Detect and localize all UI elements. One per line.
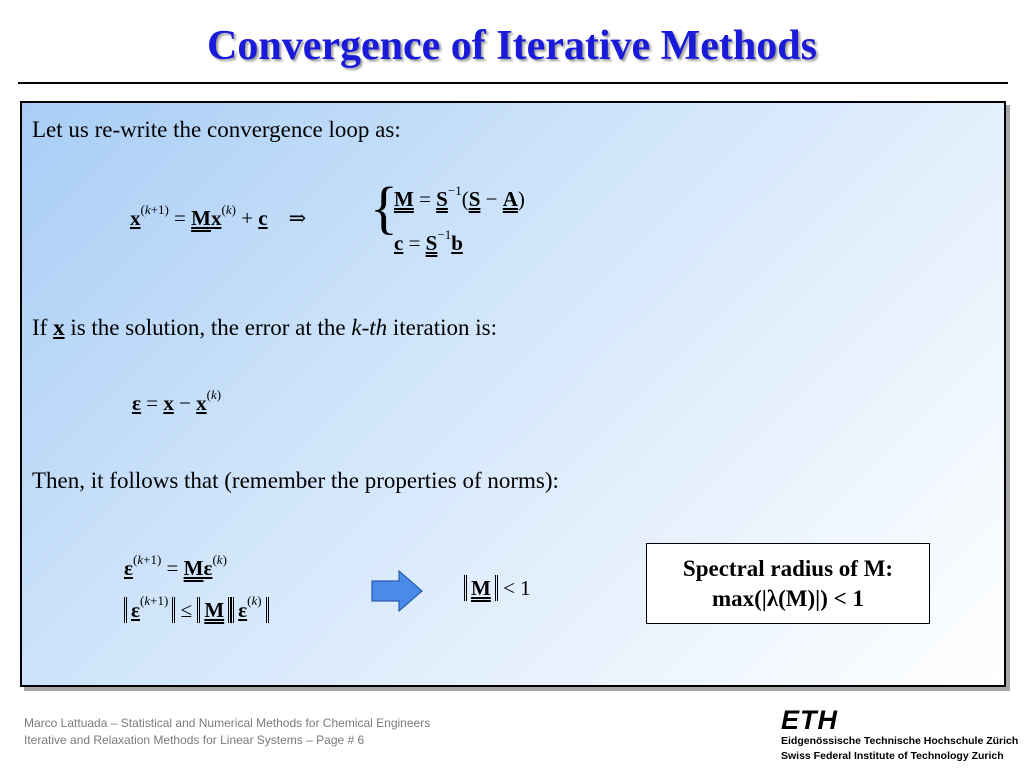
right-arrow-icon [371,570,423,612]
footer-course: Marco Lattuada – Statistical and Numerical Methods for Chemical Engineers [24,716,431,730]
error-intro-text: If x is the solution, the error at the k-th iteration is: [32,315,498,340]
spectral-radius-condition: max(|λ(M)|) < 1 [711,585,865,611]
error-recursion-equation: $\varepsilon^{(k+1)} = M\varepsilon^{(k)}$ [124,552,227,580]
norms-intro-text: Then, it follows that (remember the properties of norms): [32,468,559,493]
m-definition: $M = S^{-1}(S - A)$ [394,183,525,211]
spectral-radius-title: Spectral radius of M: [682,555,894,581]
c-definition: $c = S^{-1}b$ [394,227,463,255]
convergence-condition: M < 1 [464,575,531,601]
title-divider [18,82,1008,84]
norm-inequality: $\varepsilon^{(k+1)} \le M$ $\varepsilon^{(k)}$ [124,597,269,623]
footer-page: Iterative and Relaxation Methods for Linear Systems – Page # 6 [24,733,365,747]
slide-title: Convergence of Iterative Methods [207,23,817,69]
system-brace: { [370,175,398,240]
eth-name-german: Eidgenössische Technische Hochschule Zürich [781,735,1019,747]
eth-logo: ETH [781,705,838,735]
intro-text: Let us re-write the convergence loop as: [32,117,401,142]
iteration-equation: $x^{(k+1)} = Mx^{(k)} + c$ ⇒ [130,202,307,230]
spectral-radius-box [646,543,930,624]
eth-name-english: Swiss Federal Institute of Technology Zurich [781,750,1004,762]
error-equation: $\varepsilon = x - x^{(k)}$ [132,387,222,415]
